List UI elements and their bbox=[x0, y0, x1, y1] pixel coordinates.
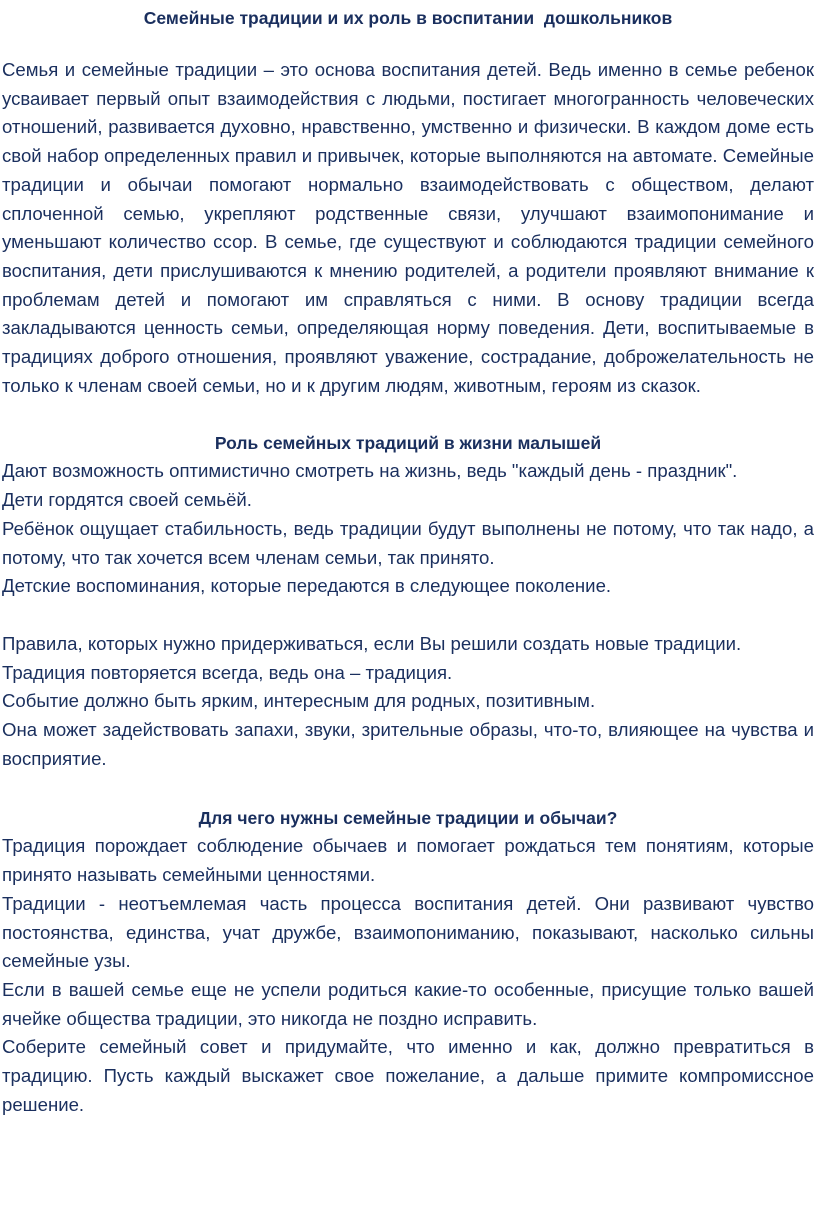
why-paragraph: Соберите семейный совет и придумайте, что именно и как, должно превратиться в традицию. Пусть каждый выскажет свое пожелание, а дальше примите компромиссное решение. bbox=[2, 1036, 814, 1115]
why-paragraph: Традиции - неотъемлемая часть процесса воспитания детей. Они развивают чувство постоянства, единства, учат дружбе, взаимопониманию, показывают, насколько сильны семейные узы. bbox=[2, 892, 814, 972]
section-heading-why: Для чего нужны семейные традиции и обычаи? bbox=[198, 808, 618, 829]
rules-paragraph: Событие должно быть ярким, интересным для родных, позитивным. bbox=[2, 690, 596, 712]
section-heading-role: Роль семейных традиций в жизни малышей bbox=[214, 433, 602, 454]
spacer bbox=[2, 30, 814, 56]
role-paragraph: Ребёнок ощущает стабильность, ведь традиции будут выполнены не потому, что так надо, а потому, что так хочется всем членам семьи, так принято. bbox=[2, 517, 814, 568]
spacer bbox=[2, 773, 814, 804]
rules-paragraph: Традиция повторяется всегда, ведь она – традиция. bbox=[2, 661, 453, 683]
rules-paragraph: Правила, которых нужно придерживаться, если Вы решили создать новые традиции. bbox=[2, 632, 742, 654]
spacer bbox=[2, 601, 814, 630]
spacer bbox=[2, 400, 814, 429]
role-paragraph: Дают возможность оптимистично смотреть на жизнь, ведь "каждый день - праздник". bbox=[2, 460, 738, 482]
rules-paragraph: Она может задействовать запахи, звуки, зрительные образы, что-то, влияющее на чувства и восприятие. bbox=[2, 719, 814, 769]
intro-paragraph: Семья и семейные традиции – это основа воспитания детей. Ведь именно в семье ребенок усваивает первый опыт взаимодействия с людьми, постигает многогранность человеческих отношений, развивается духовно, нравственно, умственно и физически. В каждом доме есть свой набор определенных правил и привычек, которые выполняются на автомате. Семейные традиции и обычаи помогают нормально взаимодействовать с обществом, делают сплоченной семью, укрепляют родственные связи, улучшают взаимопонимание и уменьшают количество ссор. В семье, где существуют и соблюдаются традиции семейного воспитания, дети прислушиваются к мнению родителей, а родители проявляют внимание к проблемам детей и помогают им справляться с ними. В основу традиции всегда закладываются ценность семьи, определяющая норму поведения. Дети, воспитываемые в традициях доброго отношения, проявляют уважение, сострадание, доброжелательность не только к членам своей семьи, но и к другим людям, животным, героям из сказок. bbox=[2, 59, 815, 396]
role-paragraph: Дети гордятся своей семьёй. bbox=[2, 489, 252, 511]
why-paragraph: Если в вашей семье еще не успели родиться какие-то особенные, присущие только вашей ячейке общества традиции, это никогда не поздно исправить. bbox=[2, 978, 814, 1029]
why-paragraph: Традиция порождает соблюдение обычаев и помогает рождаться тем понятиям, которые принято называть семейными ценностями. bbox=[2, 835, 814, 886]
role-paragraph: Детские воспоминания, которые передаются в следующее поколение. bbox=[2, 575, 612, 597]
page-title: Семейные традиции и их роль в воспитании дошкольников bbox=[143, 8, 673, 28]
